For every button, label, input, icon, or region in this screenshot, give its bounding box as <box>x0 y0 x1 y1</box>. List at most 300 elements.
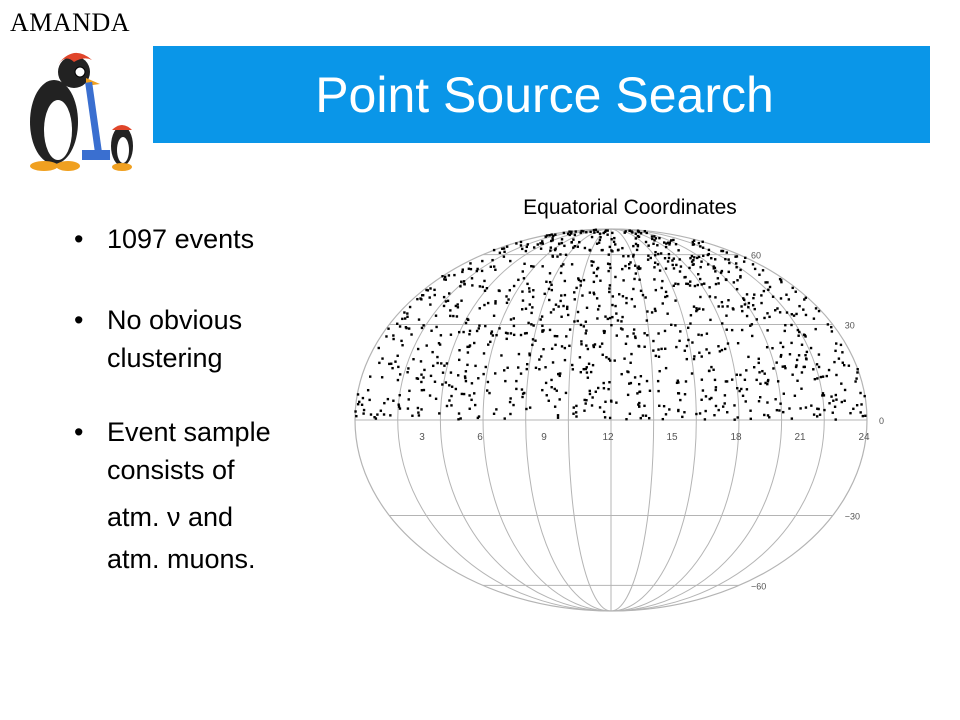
event-point <box>767 379 769 381</box>
event-point <box>838 357 840 359</box>
bullet-event-count <box>74 220 374 258</box>
event-point <box>392 400 394 402</box>
event-point <box>541 240 543 242</box>
event-point <box>657 263 659 265</box>
event-point <box>848 365 850 367</box>
event-point <box>626 335 628 337</box>
event-point <box>476 330 478 332</box>
event-point <box>410 333 412 335</box>
event-point <box>772 367 774 369</box>
event-point <box>795 366 797 368</box>
event-point <box>681 416 683 418</box>
event-point <box>701 283 703 285</box>
event-point <box>509 401 511 403</box>
event-point <box>632 332 634 334</box>
event-point <box>494 269 496 271</box>
event-point <box>577 320 579 322</box>
event-point <box>622 279 624 281</box>
event-point <box>513 334 515 336</box>
event-point <box>522 270 524 272</box>
event-point <box>637 235 639 237</box>
event-point <box>766 312 768 314</box>
event-point <box>658 405 660 407</box>
event-point <box>482 286 484 288</box>
event-point <box>719 350 721 352</box>
event-point <box>783 393 785 395</box>
dec-tick-label: −60 <box>751 581 767 592</box>
event-point <box>422 324 424 326</box>
event-point <box>515 388 517 390</box>
event-point <box>627 394 629 396</box>
event-point <box>650 257 652 259</box>
event-point <box>431 351 433 353</box>
event-point <box>429 394 431 396</box>
event-point <box>530 312 532 314</box>
event-point <box>545 281 547 283</box>
event-point <box>693 355 695 357</box>
bullet-text: atm. muons. <box>107 544 256 574</box>
event-point <box>655 355 657 357</box>
event-point <box>607 318 609 320</box>
event-point <box>521 290 523 292</box>
event-point <box>573 406 575 408</box>
event-point <box>818 353 820 355</box>
event-point <box>629 261 631 263</box>
event-point <box>448 399 450 401</box>
event-point <box>510 318 512 320</box>
event-point <box>614 305 616 307</box>
event-point <box>674 324 676 326</box>
event-point <box>580 280 582 282</box>
event-point <box>458 359 460 361</box>
event-point <box>784 330 786 332</box>
event-point <box>584 247 586 249</box>
event-point <box>727 299 729 301</box>
event-point <box>786 311 788 313</box>
event-point <box>468 333 470 335</box>
event-point <box>743 260 745 262</box>
event-point <box>585 344 587 346</box>
event-point <box>594 343 596 345</box>
event-point <box>664 330 666 332</box>
event-point <box>698 308 700 310</box>
event-point <box>701 378 703 380</box>
event-point <box>649 390 651 392</box>
event-point <box>679 330 681 332</box>
event-point <box>705 348 707 350</box>
event-point <box>744 303 746 305</box>
event-point <box>462 268 464 270</box>
event-point <box>760 294 762 296</box>
event-point <box>768 316 770 318</box>
event-point <box>510 332 512 334</box>
event-point <box>689 280 691 282</box>
event-point <box>556 335 558 337</box>
event-point <box>792 287 794 289</box>
event-point <box>587 377 589 379</box>
event-point <box>841 351 843 353</box>
event-point <box>621 373 623 375</box>
event-point <box>554 335 556 337</box>
event-point <box>518 353 520 355</box>
event-point <box>758 274 760 276</box>
event-point <box>814 378 816 380</box>
event-point <box>609 317 611 319</box>
event-point <box>610 249 612 251</box>
event-point <box>625 297 627 299</box>
event-point <box>633 328 635 330</box>
event-point <box>612 295 614 297</box>
event-point <box>554 249 556 251</box>
event-point <box>406 371 408 373</box>
event-point <box>712 369 714 371</box>
event-point <box>513 285 515 287</box>
event-point <box>528 287 530 289</box>
event-point <box>420 360 422 362</box>
event-point <box>702 389 704 391</box>
event-point <box>721 349 723 351</box>
event-point <box>654 251 656 253</box>
bullet-list <box>74 220 374 578</box>
event-point <box>489 341 491 343</box>
event-point <box>550 386 552 388</box>
event-point <box>441 275 443 277</box>
event-point <box>498 290 500 292</box>
event-point <box>607 270 609 272</box>
event-point <box>635 272 637 274</box>
event-point <box>580 343 582 345</box>
event-point <box>527 322 529 324</box>
event-point <box>621 247 623 249</box>
event-point <box>406 316 408 318</box>
event-point <box>674 283 676 285</box>
event-point <box>580 230 582 232</box>
event-point <box>608 287 610 289</box>
event-point <box>609 284 611 286</box>
event-point <box>625 343 627 345</box>
event-point <box>816 377 818 379</box>
event-point <box>816 415 818 417</box>
event-point <box>548 234 550 236</box>
event-point <box>746 315 748 317</box>
event-point <box>752 297 754 299</box>
event-point <box>585 332 587 334</box>
event-point <box>638 383 640 385</box>
event-point <box>657 332 659 334</box>
event-point <box>401 344 403 346</box>
event-point <box>589 393 591 395</box>
event-point <box>614 243 616 245</box>
event-point <box>852 408 854 410</box>
event-point <box>479 307 481 309</box>
event-point <box>640 417 642 419</box>
event-point <box>601 249 603 251</box>
event-point <box>546 394 548 396</box>
event-point <box>805 314 807 316</box>
event-point <box>688 267 690 269</box>
event-point <box>417 378 419 380</box>
event-point <box>435 315 437 317</box>
event-point <box>383 402 385 404</box>
event-point <box>504 380 506 382</box>
event-point <box>575 287 577 289</box>
event-point <box>396 355 398 357</box>
event-point <box>445 300 447 302</box>
event-point <box>361 404 363 406</box>
event-point <box>378 362 380 364</box>
event-point <box>663 405 665 407</box>
event-point <box>405 326 407 328</box>
event-point <box>835 394 837 396</box>
event-point <box>434 381 436 383</box>
event-point <box>635 237 637 239</box>
event-point <box>380 410 382 412</box>
event-point <box>585 329 587 331</box>
event-point <box>738 390 740 392</box>
event-point <box>559 300 561 302</box>
event-point <box>644 296 646 298</box>
event-point <box>779 402 781 404</box>
event-point <box>573 291 575 293</box>
event-point <box>740 305 742 307</box>
event-point <box>763 414 765 416</box>
event-point <box>404 317 406 319</box>
event-point <box>607 388 609 390</box>
event-point <box>520 372 522 374</box>
event-point <box>548 299 550 301</box>
event-point <box>653 235 655 237</box>
event-point <box>544 293 546 295</box>
event-point <box>558 373 560 375</box>
event-point <box>580 340 582 342</box>
event-point <box>593 346 595 348</box>
event-point <box>621 328 623 330</box>
event-point <box>654 262 656 264</box>
event-point <box>551 233 553 235</box>
event-point <box>652 340 654 342</box>
event-point <box>569 234 571 236</box>
event-point <box>668 253 670 255</box>
event-point <box>717 345 719 347</box>
event-point <box>541 265 543 267</box>
event-point <box>358 401 360 403</box>
event-point <box>589 249 591 251</box>
event-point <box>397 379 399 381</box>
event-point <box>617 319 619 321</box>
event-point <box>412 358 414 360</box>
event-point <box>552 255 554 257</box>
event-point <box>558 243 560 245</box>
event-point <box>645 415 647 417</box>
event-point <box>478 324 480 326</box>
event-point <box>468 268 470 270</box>
event-point <box>706 332 708 334</box>
event-point <box>697 333 699 335</box>
event-point <box>545 236 547 238</box>
event-point <box>483 304 485 306</box>
event-point <box>813 317 815 319</box>
event-point <box>779 311 781 313</box>
event-point <box>728 271 730 273</box>
event-point <box>544 366 546 368</box>
event-point <box>668 257 670 259</box>
event-point <box>684 393 686 395</box>
event-point <box>708 370 710 372</box>
event-point <box>791 374 793 376</box>
event-point <box>625 302 627 304</box>
event-point <box>501 248 503 250</box>
event-point <box>810 404 812 406</box>
event-point <box>494 372 496 374</box>
event-point <box>540 355 542 357</box>
event-point <box>435 398 437 400</box>
event-point <box>613 241 615 243</box>
event-point <box>761 370 763 372</box>
event-point <box>856 404 858 406</box>
event-point <box>478 327 480 329</box>
event-point <box>740 388 742 390</box>
event-point <box>581 294 583 296</box>
event-point <box>737 342 739 344</box>
event-point <box>840 344 842 346</box>
event-point <box>652 349 654 351</box>
event-point <box>657 390 659 392</box>
event-point <box>739 374 741 376</box>
event-point <box>778 409 780 411</box>
event-point <box>471 284 473 286</box>
event-point <box>529 303 531 305</box>
event-point <box>835 418 837 420</box>
event-point <box>774 398 776 400</box>
event-point <box>461 271 463 273</box>
ra-tick-label: 9 <box>541 432 547 443</box>
event-point <box>471 277 473 279</box>
event-point <box>638 278 640 280</box>
event-point <box>755 379 757 381</box>
event-point <box>525 308 527 310</box>
bullet-text: consists of <box>107 455 235 485</box>
event-point <box>561 242 563 244</box>
event-point <box>459 285 461 287</box>
event-point <box>700 399 702 401</box>
event-point <box>575 415 577 417</box>
event-point <box>675 346 677 348</box>
event-point <box>640 232 642 234</box>
event-point <box>460 300 462 302</box>
event-point <box>798 331 800 333</box>
event-point <box>602 354 604 356</box>
event-point <box>483 352 485 354</box>
event-point <box>629 362 631 364</box>
event-point <box>746 388 748 390</box>
event-point <box>665 246 667 248</box>
event-point <box>664 348 666 350</box>
event-point <box>705 395 707 397</box>
event-point <box>465 322 467 324</box>
event-point <box>552 308 554 310</box>
event-point <box>396 323 398 325</box>
event-point <box>651 238 653 240</box>
event-point <box>747 356 749 358</box>
event-point <box>457 418 459 420</box>
event-point <box>791 417 793 419</box>
event-point <box>820 376 822 378</box>
event-point <box>733 418 735 420</box>
event-point <box>560 316 562 318</box>
event-point <box>417 348 419 350</box>
event-point <box>357 393 359 395</box>
event-point <box>526 246 528 248</box>
event-point <box>429 303 431 305</box>
event-point <box>552 361 554 363</box>
event-point <box>660 287 662 289</box>
event-point <box>632 245 634 247</box>
event-point <box>530 265 532 267</box>
event-point <box>506 367 508 369</box>
event-point <box>565 254 567 256</box>
event-point <box>677 410 679 412</box>
event-point <box>456 315 458 317</box>
event-point <box>632 255 634 257</box>
event-point <box>394 360 396 362</box>
event-point <box>732 308 734 310</box>
event-point <box>665 413 667 415</box>
event-point <box>450 371 452 373</box>
event-point <box>559 253 561 255</box>
event-point <box>446 362 448 364</box>
event-point <box>697 273 699 275</box>
event-point <box>646 380 648 382</box>
event-point <box>482 373 484 375</box>
event-point <box>370 413 372 415</box>
event-point <box>689 322 691 324</box>
event-point <box>499 252 501 254</box>
event-point <box>721 270 723 272</box>
penguin-scientist-icon <box>14 42 146 174</box>
event-point <box>500 354 502 356</box>
event-point <box>484 325 486 327</box>
event-point <box>697 284 699 286</box>
event-point <box>470 268 472 270</box>
event-point <box>772 296 774 298</box>
event-point <box>381 357 383 359</box>
event-point <box>521 396 523 398</box>
event-point <box>665 267 667 269</box>
event-point <box>411 415 413 417</box>
event-point <box>739 275 741 277</box>
event-point <box>683 411 685 413</box>
event-point <box>776 307 778 309</box>
event-point <box>568 345 570 347</box>
event-point <box>646 232 648 234</box>
event-point <box>726 305 728 307</box>
event-point <box>779 342 781 344</box>
event-point <box>362 397 364 399</box>
event-point <box>590 371 592 373</box>
event-point <box>572 238 574 240</box>
event-point <box>416 298 418 300</box>
event-point <box>466 364 468 366</box>
event-point <box>579 356 581 358</box>
event-point <box>445 278 447 280</box>
event-point <box>599 239 601 241</box>
event-point <box>549 272 551 274</box>
event-point <box>575 411 577 413</box>
event-point <box>620 320 622 322</box>
event-point <box>494 300 496 302</box>
event-point <box>764 372 766 374</box>
event-point <box>532 265 534 267</box>
